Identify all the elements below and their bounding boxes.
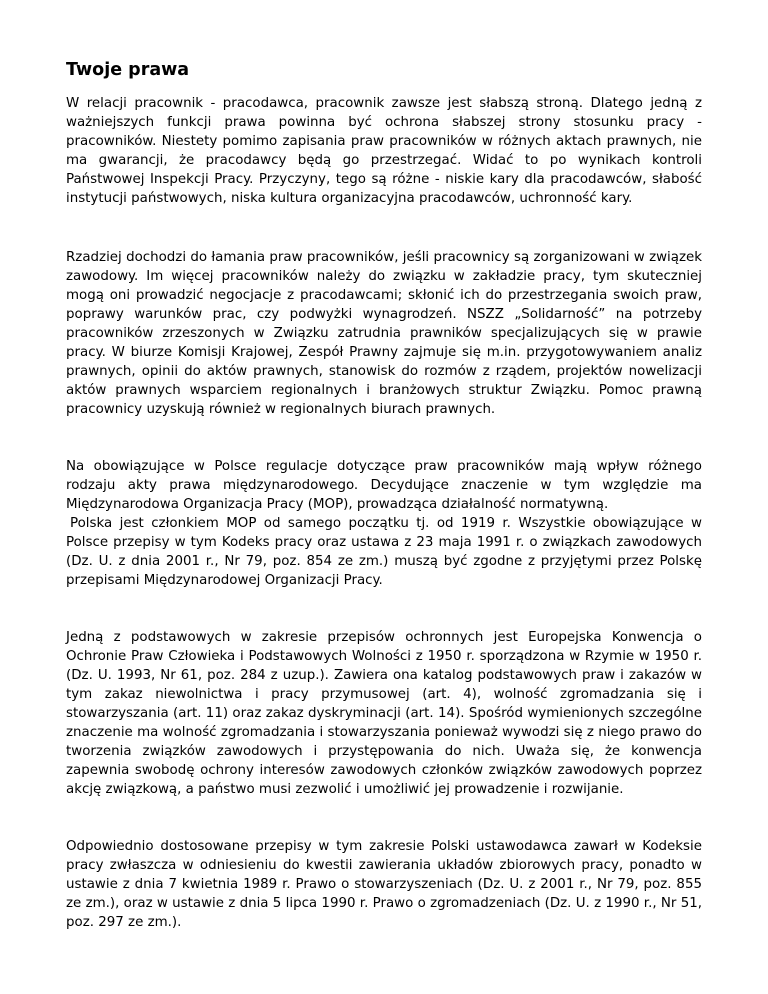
paragraph-trade-unions: Rzadziej dochodzi do łamania praw pracowników, jeśli pracownicy są zorganizowani w związek zawodowy. Im więcej pracowników należy do związku w zakładzie pracy, tym skuteczniej mogą oni prowadzić negocjacje z pracodawcami; skłonić ich do przestrzegania swoich praw, poprawy warunków prac, czy podwyżki wynagrodzeń. NSZZ „Solidarność” na potrzeby pracowników zrzeszonych w Związku zatrudnia prawników specjalizujących się w prawie pracy. W biurze Komisji Krajowej, Zespół Prawny zajmuje się m.in. przygotowywaniem analiz prawnych, opinii do aktów prawnych, stanowisk do rozmów z rządem, projektów nowelizacji aktów prawnych wsparciem regionalnych i branżowych struktur Związku. Pomoc prawną pracownicy uzyskują również w regionalnych biurach prawnych. — [66, 250, 702, 417]
paragraph-international-law: Na obowiązujące w Polsce regulacje dotyczące praw pracowników mają wpływ różnego rodzaju akty prawa międzynarodowego. Decydujące znaczenie w tym względzie ma Międzynarodowa Organizacja Pracy (MOP), prowadząca działalność normatywną. — [66, 459, 702, 512]
paragraph-polish-legislation: Odpowiednio dostosowane przepisy w tym zakresie Polski ustawodawca zawarł w Kodeksie pracy zwłaszcza w odniesieniu do kwestii zawierania układów zbiorowych pracy, ponadto w ustawie z dnia 7 kwietnia 1989 r. Prawo o stowarzyszeniach (Dz. U. z 2001 r., Nr 79, poz. 855 ze zm.), oraz w ustawie z dnia 5 lipca 1990 r. Prawo o zgromadzeniach (Dz. U. z 1990 r., Nr 51, poz. 297 ze zm.). — [66, 839, 702, 930]
document-page — [66, 58, 702, 970]
page-title: Twoje prawa — [66, 60, 190, 80]
paragraph-european-convention: Jedną z podstawowych w zakresie przepisów ochronnych jest Europejska Konwencja o Ochronie Praw Człowieka i Podstawowych Wolności z 1950 r. sporządzona w Rzymie w 1950 r. (Dz. U. 1993, Nr 61, poz. 284 z uzup.). Zawiera ona katalog podstawowych praw i zakazów w tym zakaz niewolnictwa i pracy przymusowej (art. 4), wolność zgromadzania się i stowarzyszania (art. 11) oraz zakaz dyskryminacji (art. 14). Spośród wymienionych szczególne znaczenie ma wolność zgromadzania i stowarzyszania ponieważ wywodzi się z niego prawo do tworzenia związków zawodowych i przystępowania do nich. Uważa się, że konwencja zapewnia swobodę ochrony interesów zawodowych członków związków zawodowych poprzez akcję związkową, a państwo musi zezwolić i umożliwić jej prowadzenie i rozwijanie. — [66, 630, 702, 797]
paragraph-mop-membership: Polska jest członkiem MOP od samego początku tj. od 1919 r. Wszystkie obowiązujące w Polsce przepisy w tym Kodeks pracy oraz ustawa z 23 maja 1991 r. o związkach zawodowych (Dz. U. z dnia 2001 r., Nr 79, poz. 854 ze zm.) muszą być zgodne z przyjętymi przez Polskę przepisami Międzynarodowej Organizacji Pracy. — [66, 516, 702, 588]
paragraph-worker-employer-relation: W relacji pracownik - pracodawca, pracownik zawsze jest słabszą stroną. Dlatego jedną z ważniejszych funkcji prawa powinna być ochrona słabszej strony stosunku pracy - pracowników. Niestety pomimo zapisania praw pracowników w różnych aktach prawnych, nie ma gwarancji, że pracodawcy będą go przestrzegać. Widać to po wynikach kontroli Państwowej Inspekcji Pracy. Przyczyny, tego są różne - niskie kary dla pracodawców, słabość instytucji państwowych, niska kultura organizacyjna pracodawców, uchronność kary. — [66, 96, 702, 206]
